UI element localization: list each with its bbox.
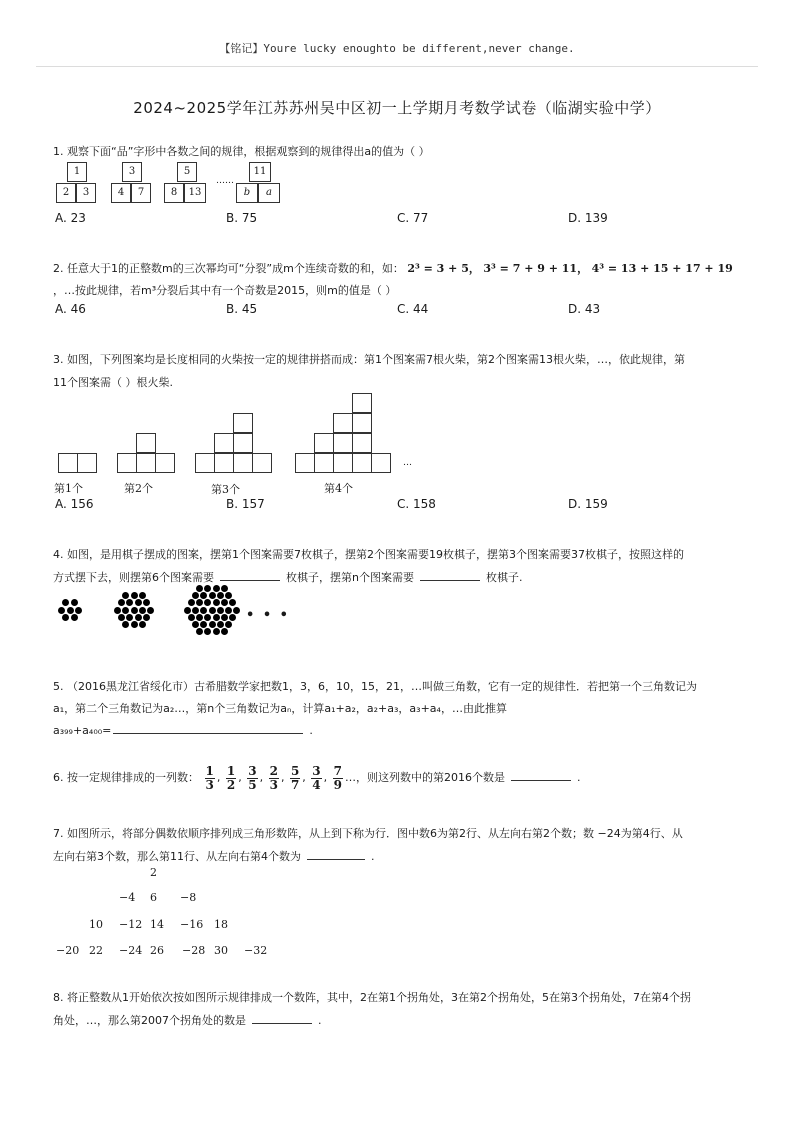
option-d[interactable]: D. 139 <box>568 211 608 225</box>
pin-top-cell: 11 <box>249 162 271 182</box>
option-b[interactable]: B. 157 <box>226 497 265 511</box>
chess-piece <box>225 607 232 614</box>
denominator: 4 <box>312 777 321 792</box>
chess-piece <box>192 592 199 599</box>
matchstick-square <box>136 453 156 473</box>
option-a[interactable]: A. 46 <box>55 302 86 316</box>
chess-piece <box>209 621 216 628</box>
matchstick-square <box>233 453 253 473</box>
chess-piece <box>131 621 138 628</box>
chess-piece <box>221 585 228 592</box>
triangle-number: 22 <box>89 944 103 957</box>
question-3-line-1: 3. 如图，下列图案均是长度相同的火柴按一定的规律拼搭而成：第1个图案需7根火柴，第2个图案需13根火柴，…，依此规律，第 <box>53 353 685 366</box>
chess-piece <box>122 607 129 614</box>
question-3-figure <box>54 392 434 497</box>
question-8-line-2 <box>53 1009 753 1032</box>
denominator: 3 <box>269 777 278 792</box>
matchstick-square <box>352 393 372 413</box>
question-5-line-3 <box>53 719 753 742</box>
option-b[interactable]: B. 45 <box>226 302 258 316</box>
question-6-end: . <box>577 771 581 784</box>
question-7-line-1: 7. 如图所示，将部分偶数依顺序排列成三角形数阵，从上到下称为行．图中数6为第2行、从左向右第2个数；数 −24为第4行、从 <box>53 827 683 840</box>
pin-right-cell: 3 <box>76 183 96 203</box>
option-a[interactable]: A. 23 <box>55 211 86 225</box>
question-4-part-b: 枚棋子，摆第n个图案需要 <box>286 571 414 584</box>
chess-piece <box>118 599 125 606</box>
matchstick-square <box>117 453 137 473</box>
chess-piece <box>196 585 203 592</box>
chess-piece <box>204 585 211 592</box>
option-c[interactable]: C. 158 <box>397 497 436 511</box>
chess-piece <box>213 599 220 606</box>
matchstick-square <box>233 433 253 453</box>
pin-top-cell: 1 <box>67 162 87 182</box>
pin-right-cell: 7 <box>131 183 151 203</box>
chess-piece <box>229 599 236 606</box>
equation-3: 4³ = 13 + 15 + 17 + 19 <box>591 262 733 275</box>
option-d[interactable]: D. 159 <box>568 497 608 511</box>
triangle-number: 10 <box>89 918 103 931</box>
denominator: 2 <box>226 777 236 792</box>
question-4-line-1: 4. 如图，是用棋子摆成的图案，摆第1个图案需要7枚棋子，摆第2个图案需要19枚棋子，摆第3个图案需要37枚棋子，按照这样的 <box>53 548 684 561</box>
matchstick-square <box>155 453 175 473</box>
question-8-line-1: 8. 将正整数从1开始依次按如图所示规律排成一个数阵，其中，2在第1个拐角处，3在第2个拐角处，5在第3个拐角处，7在第4个拐 <box>53 991 691 1004</box>
pin-right-cell: a <box>258 183 280 203</box>
equation-1: 2³ = 3 + 5， <box>407 262 480 275</box>
question-8-end: . <box>318 1014 322 1027</box>
chess-piece <box>217 621 224 628</box>
chess-piece <box>188 614 195 621</box>
fraction <box>333 765 343 792</box>
chess-piece <box>213 628 220 635</box>
chess-piece <box>217 607 224 614</box>
chess-piece <box>200 621 207 628</box>
chess-piece <box>213 614 220 621</box>
fraction <box>205 765 215 792</box>
question-5-expression: a₃₉₉+a₄₀₀= <box>53 724 112 737</box>
numerator: 2 <box>269 763 278 778</box>
pin-left-cell: b <box>236 183 258 203</box>
question-1-figure <box>54 162 294 208</box>
triangle-number: 18 <box>214 918 228 931</box>
figure-label-1: 第1个 <box>54 482 83 495</box>
matchstick-square <box>58 453 78 473</box>
chess-piece <box>135 614 142 621</box>
chess-piece <box>229 614 236 621</box>
chess-piece <box>139 621 146 628</box>
chess-piece <box>209 592 216 599</box>
pin-right-cell: 13 <box>184 183 206 203</box>
figure-ellipsis: • • • <box>246 608 290 623</box>
triangle-number: −8 <box>180 891 197 904</box>
fraction <box>269 765 279 792</box>
even-number-triangle <box>0 862 300 962</box>
option-d[interactable]: D. 43 <box>568 302 601 316</box>
fraction <box>247 765 257 792</box>
figure-ellipsis: … <box>403 458 412 468</box>
chess-piece <box>143 599 150 606</box>
fraction <box>311 765 321 792</box>
question-6-tail: …，则这列数中的第2016个数是 <box>345 771 506 784</box>
matchstick-square <box>233 413 253 433</box>
question-4-part-a: 方式摆下去，则摆第6个图案需要 <box>53 571 214 584</box>
pin-left-cell: 4 <box>111 183 131 203</box>
chess-piece <box>209 607 216 614</box>
question-4-part-c: 枚棋子. <box>485 571 523 584</box>
triangle-number: −16 <box>180 918 204 931</box>
chess-piece <box>200 592 207 599</box>
matchstick-square <box>77 453 97 473</box>
numerator: 3 <box>312 763 321 778</box>
question-2-lead: 2. 任意大于1的正整数m的三次幂均可“分裂”成m个连续奇数的和，如： <box>53 262 404 275</box>
triangle-number: 14 <box>150 918 164 931</box>
matchstick-square <box>214 433 234 453</box>
sequence-ellipsis: …… <box>216 176 234 186</box>
numerator: 1 <box>226 763 236 778</box>
chess-piece <box>192 621 199 628</box>
chess-piece <box>196 614 203 621</box>
triangle-number: −28 <box>182 944 206 957</box>
triangle-number: −20 <box>56 944 80 957</box>
equation-2: 3³ = 7 + 9 + 11， <box>483 262 589 275</box>
matchstick-square <box>295 453 315 473</box>
chess-piece <box>114 607 121 614</box>
matchstick-square <box>195 453 215 473</box>
chess-piece <box>67 607 74 614</box>
option-c[interactable]: C. 77 <box>397 211 429 225</box>
numerator: 3 <box>248 763 257 778</box>
question-6-lead: 6. 按一定规律排成的一列数： <box>53 771 199 784</box>
triangle-number: 30 <box>214 944 228 957</box>
matchstick-square <box>252 453 272 473</box>
chess-piece <box>204 614 211 621</box>
matchstick-square <box>333 453 353 473</box>
matchstick-square <box>333 433 353 453</box>
chess-piece <box>184 607 191 614</box>
triangle-number: −24 <box>119 944 143 957</box>
chess-piece <box>62 614 69 621</box>
triangle-number: −4 <box>119 891 136 904</box>
triangle-number: −32 <box>244 944 268 957</box>
fraction <box>226 765 236 792</box>
question-5-line-2: a₁，第二个三角数记为a₂…，第n个三角数记为aₙ，计算a₁+a₂，a₂+a₃，a₃+a₄，…由此推算 <box>53 702 507 715</box>
chess-piece <box>204 599 211 606</box>
matchstick-square <box>333 413 353 433</box>
chess-piece <box>122 592 129 599</box>
matchstick-square <box>352 433 372 453</box>
pin-left-cell: 2 <box>56 183 76 203</box>
answer-blank[interactable] <box>307 847 365 860</box>
pin-top-cell: 3 <box>122 162 142 182</box>
chess-piece <box>204 628 211 635</box>
answer-blank[interactable] <box>113 721 303 734</box>
chess-piece <box>139 607 146 614</box>
matchstick-square <box>371 453 391 473</box>
triangle-number: −12 <box>119 918 143 931</box>
triangle-number: 6 <box>150 891 157 904</box>
triangle-number: 2 <box>150 866 157 879</box>
chess-piece <box>225 621 232 628</box>
page-title: 2024~2025学年江苏苏州吴中区初一上学期月考数学试卷（临湖实验中学） <box>133 99 661 117</box>
matchstick-square <box>314 453 334 473</box>
denominator: 7 <box>290 777 300 792</box>
numerator: 7 <box>333 763 343 778</box>
chess-piece <box>135 599 142 606</box>
chess-piece <box>213 585 220 592</box>
matchstick-square <box>314 433 334 453</box>
matchstick-square <box>214 453 234 473</box>
chess-piece <box>196 628 203 635</box>
answer-blank-2[interactable] <box>420 568 480 581</box>
numerator: 1 <box>205 763 214 778</box>
option-b[interactable]: B. 75 <box>226 211 258 225</box>
answer-blank[interactable] <box>252 1011 312 1024</box>
denominator: 5 <box>248 777 257 792</box>
pin-left-cell: 8 <box>164 183 184 203</box>
chess-piece <box>221 599 228 606</box>
answer-blank[interactable] <box>511 768 571 781</box>
triangle-number: 26 <box>150 944 164 957</box>
chess-piece <box>75 607 82 614</box>
chess-piece <box>58 607 65 614</box>
chess-piece <box>221 628 228 635</box>
option-c[interactable]: C. 44 <box>397 302 429 316</box>
chess-piece <box>126 614 133 621</box>
numerator: 5 <box>290 763 300 778</box>
chess-piece <box>71 614 78 621</box>
question-7-end: . <box>371 850 375 863</box>
chess-piece <box>225 592 232 599</box>
question-8-lead: 角处，…，那么第2007个拐角处的数是 <box>53 1014 246 1027</box>
question-7-lead: 左向右第3个数，那么第11行、从左向右第4个数为 <box>53 850 301 863</box>
question-1-text: 1. 观察下面“品”字形中各数之间的规律，根据观察到的规律得出a的值为（ ） <box>53 145 430 158</box>
header-divider <box>36 66 758 67</box>
question-2-line-1 <box>53 257 753 280</box>
answer-blank-1[interactable] <box>220 568 280 581</box>
chess-piece <box>188 599 195 606</box>
chess-piece <box>217 592 224 599</box>
chess-piece <box>200 607 207 614</box>
chess-piece <box>233 607 240 614</box>
question-2-line-2: ，…按此规律，若m³分裂后其中有一个奇数是2015，则m的值是（ ） <box>53 284 397 297</box>
matchstick-square <box>352 413 372 433</box>
figure-label-2: 第2个 <box>124 482 153 495</box>
chess-piece <box>192 607 199 614</box>
chess-piece <box>126 599 133 606</box>
chess-piece <box>143 614 150 621</box>
pin-top-cell: 5 <box>177 162 197 182</box>
denominator: 9 <box>333 777 343 792</box>
denominator: 3 <box>205 777 214 792</box>
matchstick-square <box>352 453 372 473</box>
question-3-line-2: 11个图案需（ ）根火柴. <box>53 376 173 389</box>
page-header-motto: 【铭记】Youre lucky enoughto be different,never change. <box>219 42 575 55</box>
chess-piece <box>118 614 125 621</box>
chess-piece <box>131 607 138 614</box>
figure-label-3: 第3个 <box>211 483 240 496</box>
fraction <box>290 765 300 792</box>
chess-piece <box>139 592 146 599</box>
chess-piece <box>221 614 228 621</box>
question-6-line: 6. 按一定规律排成的一列数： $\frac{1}{3}$ , $\frac{1}{2}$ , $\frac{3}{5}$ , $\frac{2}{3}$ , $\frac{5}{7}$ , $\frac{3}{4}$ , $\frac{7}{9}$ …，则这列数中的第2016个数是 . <box>53 763 581 792</box>
chess-piece <box>122 621 129 628</box>
option-a[interactable]: A. 156 <box>55 497 94 511</box>
chess-piece <box>62 599 69 606</box>
matchstick-square <box>136 433 156 453</box>
chess-piece <box>196 599 203 606</box>
chess-piece <box>131 592 138 599</box>
question-5-line-1: 5. （2016黑龙江省绥化市）古希腊数学家把数1，3，6，10，15，21，…叫做三角数，它有一定的规律性．若把第一个三角数记为 <box>53 680 697 693</box>
question-5-end: . <box>309 724 313 737</box>
chess-piece <box>71 599 78 606</box>
chess-piece <box>147 607 154 614</box>
figure-label-4: 第4个 <box>324 482 353 495</box>
